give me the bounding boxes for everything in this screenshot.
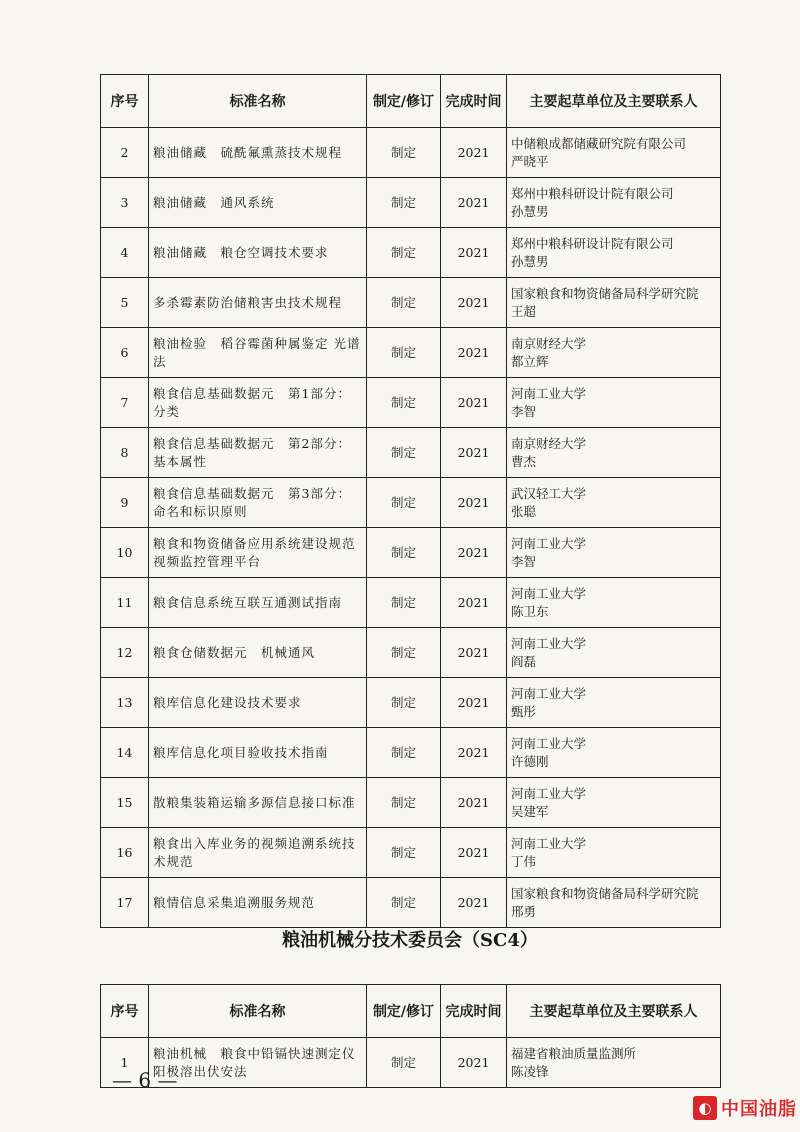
drafting-unit-cell (507, 578, 721, 628)
row-number: 8 (101, 428, 149, 478)
table-header-row (101, 75, 721, 128)
row-number: 5 (101, 278, 149, 328)
section-title-sc4: 粮油机械分技术委员会（SC4） (282, 930, 538, 951)
header-no: 序号 (101, 75, 149, 128)
contact-person: 丁伟 (511, 853, 537, 869)
drafting-unit-cell (507, 328, 721, 378)
completion-year: 2021 (441, 428, 507, 478)
table-header-row (101, 985, 721, 1038)
revision-type: 制定 (367, 678, 441, 728)
row-number: 13 (101, 678, 149, 728)
table-row (101, 878, 721, 928)
standard-name: 粮油储藏 硫酰氟熏蒸技术规程 (149, 128, 367, 178)
table-row (101, 328, 721, 378)
header-year: 完成时间 (441, 75, 507, 128)
table-row (101, 278, 721, 328)
completion-year: 2021 (441, 578, 507, 628)
drafting-unit: 南京财经大学 (511, 435, 587, 451)
revision-type: 制定 (367, 778, 441, 828)
header-unit: 主要起草单位及主要联系人 (507, 985, 721, 1038)
completion-year: 2021 (441, 628, 507, 678)
revision-type: 制定 (367, 378, 441, 428)
header-name: 标准名称 (149, 75, 367, 128)
standard-name: 粮食信息系统互联互通测试指南 (149, 578, 367, 628)
sc4-standards-table (100, 984, 721, 1088)
contact-person: 许德刚 (511, 753, 549, 769)
drafting-unit: 郑州中粮科研设计院有限公司 (511, 185, 674, 201)
drafting-unit-cell (507, 428, 721, 478)
table-row (101, 228, 721, 278)
drafting-unit: 福建省粮油质量监测所 (511, 1045, 637, 1061)
header-unit: 主要起草单位及主要联系人 (507, 75, 721, 128)
standard-name: 粮油储藏 粮仓空调技术要求 (149, 228, 367, 278)
revision-type: 制定 (367, 578, 441, 628)
revision-type: 制定 (367, 878, 441, 928)
drafting-unit-cell (507, 128, 721, 178)
contact-person: 张聪 (511, 503, 537, 519)
completion-year: 2021 (441, 1038, 507, 1088)
drafting-unit: 郑州中粮科研设计院有限公司 (511, 235, 674, 251)
standard-name: 粮食信息基础数据元 第3部分：命名和标识原则 (149, 478, 367, 528)
header-type: 制定/修订 (367, 75, 441, 128)
contact-person: 阎磊 (511, 653, 537, 669)
logo-text: 中国油脂 (721, 1099, 797, 1120)
drafting-unit-cell (507, 628, 721, 678)
revision-type: 制定 (367, 228, 441, 278)
drafting-unit: 河南工业大学 (511, 685, 587, 701)
revision-type: 制定 (367, 1038, 441, 1088)
drafting-unit-cell (507, 228, 721, 278)
contact-person: 严晓平 (511, 153, 549, 169)
drafting-unit: 河南工业大学 (511, 585, 587, 601)
contact-person: 曹杰 (511, 453, 537, 469)
table-row (101, 678, 721, 728)
row-number: 3 (101, 178, 149, 228)
header-no: 序号 (101, 985, 149, 1038)
contact-person: 李智 (511, 553, 537, 569)
drafting-unit-cell (507, 1038, 721, 1088)
drafting-unit: 国家粮食和物资储备局科学研究院 (511, 885, 699, 901)
drafting-unit-cell (507, 378, 721, 428)
row-number: 4 (101, 228, 149, 278)
drafting-unit: 河南工业大学 (511, 535, 587, 551)
contact-person: 陈卫东 (511, 603, 549, 619)
revision-type: 制定 (367, 178, 441, 228)
completion-year: 2021 (441, 128, 507, 178)
header-year: 完成时间 (441, 985, 507, 1038)
standard-name: 粮食和物资储备应用系统建设规范 视频监控管理平台 (149, 528, 367, 578)
drafting-unit-cell (507, 778, 721, 828)
revision-type: 制定 (367, 478, 441, 528)
row-number: 16 (101, 828, 149, 878)
completion-year: 2021 (441, 828, 507, 878)
header-name: 标准名称 (149, 985, 367, 1038)
completion-year: 2021 (441, 478, 507, 528)
table-row (101, 828, 721, 878)
contact-person: 陈凌锋 (511, 1063, 549, 1079)
contact-person: 李智 (511, 403, 537, 419)
drafting-unit: 中储粮成都储藏研究院有限公司 (511, 135, 687, 151)
standard-name: 粮油检验 稻谷霉菌种属鉴定 光谱法 (149, 328, 367, 378)
completion-year: 2021 (441, 178, 507, 228)
drafting-unit-cell (507, 478, 721, 528)
header-type: 制定/修订 (367, 985, 441, 1038)
drafting-unit-cell (507, 528, 721, 578)
revision-type: 制定 (367, 528, 441, 578)
contact-person: 甄彤 (511, 703, 537, 719)
oil-drop-icon: ◐ (693, 1096, 717, 1120)
row-number: 17 (101, 878, 149, 928)
completion-year: 2021 (441, 528, 507, 578)
drafting-unit: 河南工业大学 (511, 835, 587, 851)
completion-year: 2021 (441, 878, 507, 928)
table-row (101, 128, 721, 178)
row-number: 2 (101, 128, 149, 178)
standard-name: 粮油储藏 通风系统 (149, 178, 367, 228)
drafting-unit-cell (507, 178, 721, 228)
table-row (101, 778, 721, 828)
revision-type: 制定 (367, 128, 441, 178)
revision-type: 制定 (367, 728, 441, 778)
drafting-unit: 国家粮食和物资储备局科学研究院 (511, 285, 699, 301)
row-number: 14 (101, 728, 149, 778)
revision-type: 制定 (367, 428, 441, 478)
row-number: 12 (101, 628, 149, 678)
standard-name: 多杀霉素防治储粮害虫技术规程 (149, 278, 367, 328)
revision-type: 制定 (367, 828, 441, 878)
completion-year: 2021 (441, 728, 507, 778)
revision-type: 制定 (367, 628, 441, 678)
drafting-unit-cell (507, 828, 721, 878)
row-number: 11 (101, 578, 149, 628)
table-row (101, 1038, 721, 1088)
row-number: 7 (101, 378, 149, 428)
standards-table (100, 74, 721, 928)
revision-type: 制定 (367, 278, 441, 328)
standard-name: 粮食出入库业务的视频追溯系统技术规范 (149, 828, 367, 878)
watermark-logo (693, 1093, 797, 1123)
standard-name: 粮库信息化建设技术要求 (149, 678, 367, 728)
standard-name: 粮食信息基础数据元 第2部分：基本属性 (149, 428, 367, 478)
row-number: 10 (101, 528, 149, 578)
table-row (101, 378, 721, 428)
drafting-unit: 河南工业大学 (511, 785, 587, 801)
drafting-unit: 河南工业大学 (511, 385, 587, 401)
drafting-unit: 河南工业大学 (511, 635, 587, 651)
table-row (101, 728, 721, 778)
drafting-unit-cell (507, 728, 721, 778)
row-number: 6 (101, 328, 149, 378)
standard-name: 粮油机械 粮食中铅镉快速测定仪 阳极溶出伏安法 (149, 1038, 367, 1088)
table-row (101, 478, 721, 528)
contact-person: 孙慧男 (511, 253, 549, 269)
contact-person: 邢勇 (511, 903, 537, 919)
row-number: 15 (101, 778, 149, 828)
table-row (101, 428, 721, 478)
completion-year: 2021 (441, 278, 507, 328)
table-row (101, 578, 721, 628)
completion-year: 2021 (441, 778, 507, 828)
row-number: 9 (101, 478, 149, 528)
table-row (101, 528, 721, 578)
table-row (101, 178, 721, 228)
contact-person: 孙慧男 (511, 203, 549, 219)
page-number: — 6 — (112, 1068, 178, 1092)
standard-name: 散粮集装箱运输多源信息接口标准 (149, 778, 367, 828)
standard-name: 粮食信息基础数据元 第1部分：分类 (149, 378, 367, 428)
table-row (101, 628, 721, 678)
drafting-unit-cell (507, 278, 721, 328)
drafting-unit-cell (507, 678, 721, 728)
revision-type: 制定 (367, 328, 441, 378)
contact-person: 王超 (511, 303, 537, 319)
completion-year: 2021 (441, 228, 507, 278)
contact-person: 都立辉 (511, 353, 549, 369)
drafting-unit: 武汉轻工大学 (511, 485, 587, 501)
standard-name: 粮库信息化项目验收技术指南 (149, 728, 367, 778)
standard-name: 粮情信息采集追溯服务规范 (149, 878, 367, 928)
completion-year: 2021 (441, 378, 507, 428)
completion-year: 2021 (441, 328, 507, 378)
completion-year: 2021 (441, 678, 507, 728)
drafting-unit: 河南工业大学 (511, 735, 587, 751)
drafting-unit: 南京财经大学 (511, 335, 587, 351)
standard-name: 粮食仓储数据元 机械通风 (149, 628, 367, 678)
drafting-unit-cell (507, 878, 721, 928)
contact-person: 吴建军 (511, 803, 549, 819)
row-number: 1 (101, 1038, 149, 1088)
